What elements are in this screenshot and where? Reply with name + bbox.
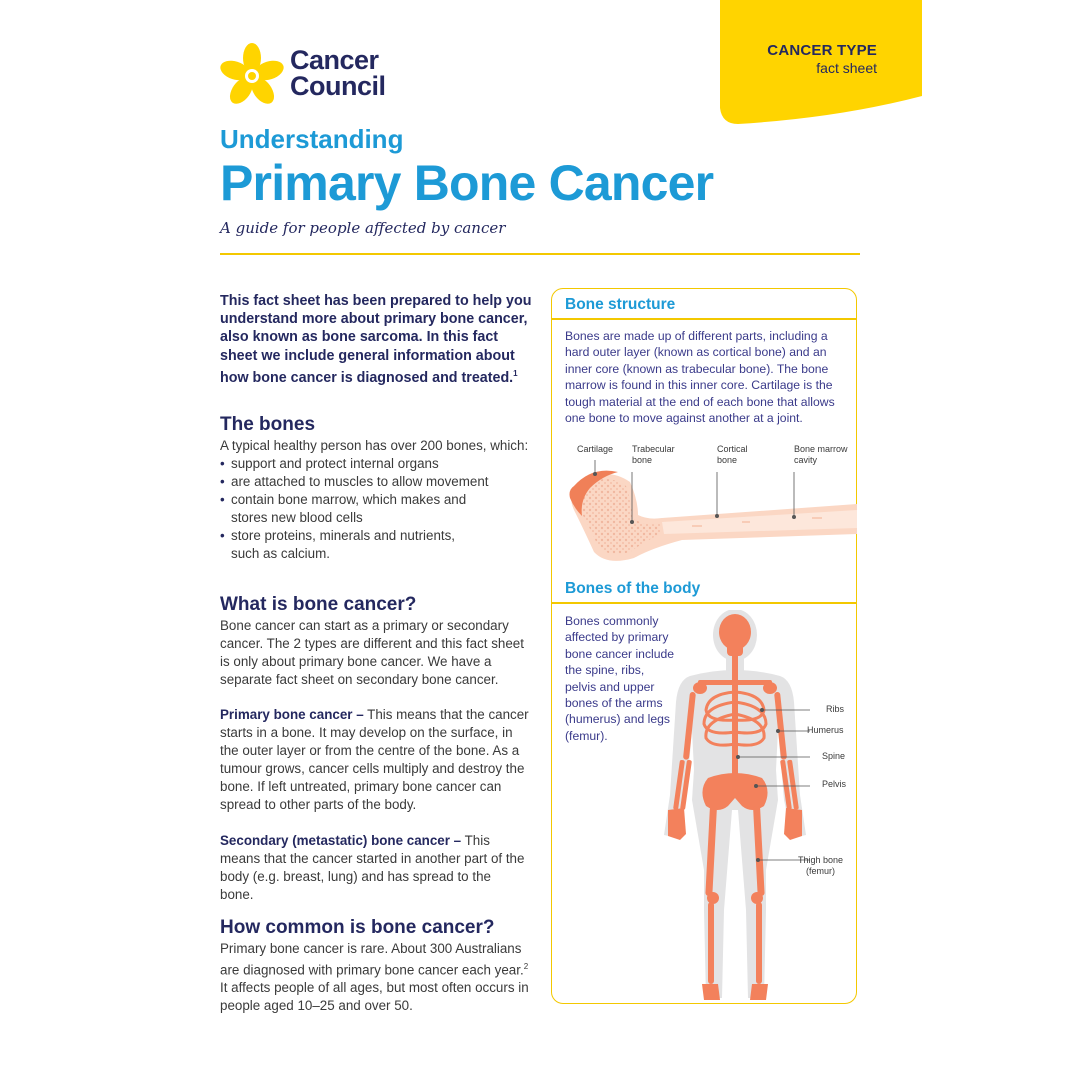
primary-body: This means that the cancer starts in a bone. It may develop on the surface, in the outer layer or from the centre of the bone. As a tumour grows, cancer cells multiply and destroy the bone. If left untreated, primary bone cancer can spread to other parts of the body. — [220, 707, 529, 812]
heading-bones-of-the-body: Bones of the body — [565, 580, 701, 597]
title-kicker: Understanding — [220, 124, 404, 154]
logo-word-cancer: Cancer — [290, 45, 379, 75]
label-cartilage: Cartilage — [577, 444, 614, 454]
what-body: Bone cancer can start as a primary or secondary cancer. The 2 types are different and this fact sheet is only about primary bone cancer. We have a separate fact sheet on secondary bone cancer. — [220, 618, 524, 687]
tagline: A guide for people affected by cancer — [220, 219, 506, 237]
daffodil-icon — [219, 43, 285, 112]
label-line: bone — [632, 454, 653, 465]
footnote-ref: 2 — [523, 962, 529, 971]
label-line: Thigh bone — [798, 855, 844, 865]
logo-word-council: Council — [290, 71, 386, 101]
common-body-text: Primary bone cancer is rare. About 300 Australians are diagnosed with primary bone cancer each year. — [220, 941, 524, 978]
bones-section — [220, 437, 540, 563]
tab-subtitle: fact sheet — [816, 60, 877, 76]
intro-line — [220, 365, 540, 387]
label-line: Cortical — [717, 444, 748, 454]
label-pelvis: Pelvis — [822, 779, 847, 789]
secondary-label: Secondary (metastatic) bone cancer – — [220, 833, 462, 848]
box-divider — [552, 602, 857, 604]
list-item: • store proteins, minerals and nutrients, such as calcium. — [220, 527, 461, 563]
list-item: • are attached to muscles to allow movement — [220, 473, 520, 491]
bone-structure-illustration — [552, 460, 857, 575]
list-item: • support and protect internal organs — [220, 455, 520, 473]
intro-paragraph — [220, 292, 540, 387]
label-spine: Spine — [822, 751, 846, 761]
bones-lead: A typical healthy person has over 200 bones, which: — [220, 438, 529, 453]
intro-line: sheet we include general information about — [220, 347, 515, 364]
bones-list — [220, 455, 520, 563]
label-line: bone — [717, 454, 738, 465]
secondary-body: This means that the cancer started in another part of the body (e.g. breast, lung) and has spread to the bone. — [220, 833, 525, 902]
heading-what-is-bone-cancer: What is bone cancer? — [220, 594, 417, 615]
primary-label: Primary bone cancer – — [220, 707, 364, 722]
common-body-text: It affects people of all ages, but most often occurs in people aged 10–25 and over 50. — [220, 980, 529, 1014]
intro-line-text: how bone cancer is diagnosed and treated. — [220, 369, 514, 386]
common-body — [220, 940, 530, 1015]
bones-of-body-text: Bones commonly affected by primary bone cancer include the spine, ribs, pelvis and upper bones of the arms (humerus) and legs (femur). — [565, 614, 675, 743]
label-line: Trabecular — [632, 444, 675, 454]
heading-how-common: How common is bone cancer? — [220, 917, 495, 938]
skeleton-illustration — [660, 610, 810, 1007]
header-divider — [220, 253, 860, 255]
label-humerus: Humerus — [807, 725, 844, 735]
intro-line: This fact sheet has been prepared to help you — [220, 293, 532, 309]
secondary-paragraph — [220, 832, 525, 904]
footnote-ref: 1 — [513, 368, 518, 378]
bone-structure-text: Bones are made up of different parts, including a hard outer layer (known as cortical bone) and an inner core (known as trabecular bone). The bone marrow is found in this inner core. Cartilage is the tough material at the end of each bone that allows one bone to move against another at a joint. — [565, 329, 835, 426]
label-thigh-bone — [798, 855, 843, 876]
list-item: • contain bone marrow, which makes and stores new blood cells — [220, 491, 506, 527]
label-line: (femur) — [806, 865, 836, 876]
tab-title: CANCER TYPE — [767, 42, 877, 59]
label-ribs: Ribs — [826, 704, 845, 714]
heading-bone-structure: Bone structure — [565, 296, 676, 313]
box-divider — [552, 318, 857, 320]
heading-the-bones: The bones — [220, 414, 316, 435]
page-title: Primary Bone Cancer — [220, 155, 714, 211]
intro-line: also known as bone sarcoma. In this fact — [220, 329, 499, 346]
intro-line: understand more about primary bone cancer, — [220, 311, 528, 328]
primary-paragraph — [220, 706, 532, 814]
label-line: cavity — [794, 454, 818, 465]
label-line: Bone marrow — [794, 444, 848, 454]
